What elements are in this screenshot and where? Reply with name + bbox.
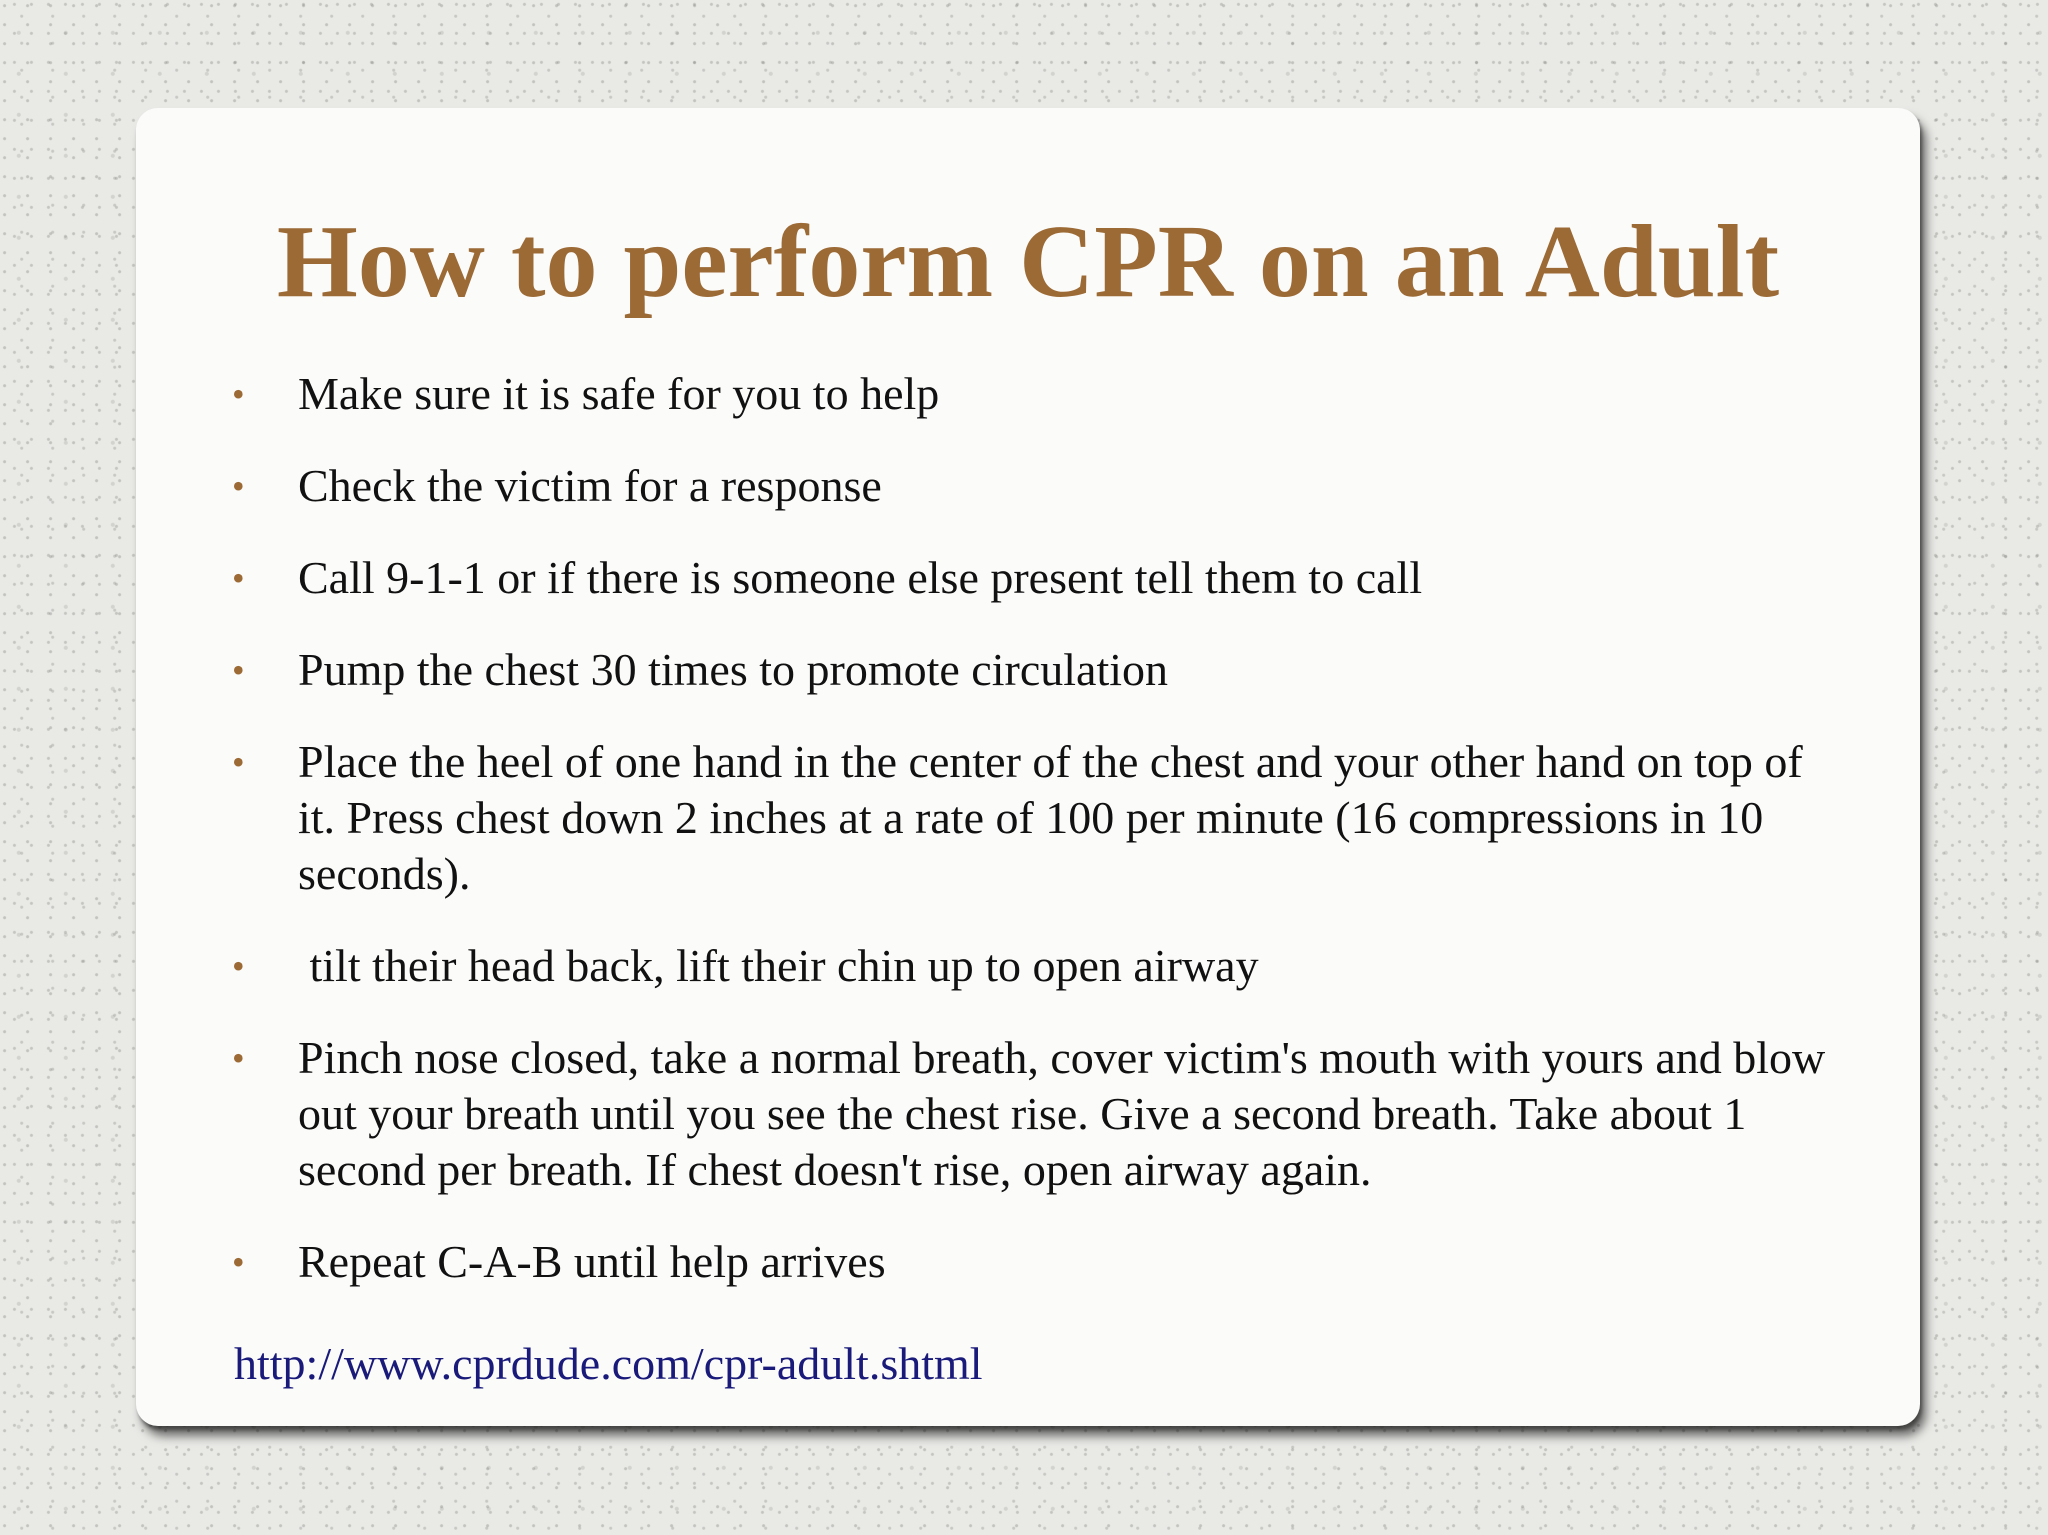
bullet-text: Check the victim for a response [298, 460, 882, 511]
bullet-dot-icon: • [232, 374, 245, 414]
list-item [228, 642, 1848, 698]
bullet-list [228, 366, 1848, 1326]
bullet-dot-icon: • [232, 742, 245, 782]
bullet-text: Pinch nose closed, take a normal breath, cover victim's mouth with yours and blow out your breath until you see the chest rise. Give a second breath. Take about 1 second per breath. If chest doesn't rise, open airway again. [298, 1032, 1837, 1195]
bullet-dot-icon: • [232, 466, 245, 506]
bullet-dot-icon: • [232, 558, 245, 598]
bullet-text: Place the heel of one hand in the center of the chest and your other hand on top of it. Press chest down 2 inches at a rate of 100 per minute (16 compressions in 10 seconds). [298, 736, 1815, 899]
bullet-dot-icon: • [232, 1038, 245, 1078]
list-item [228, 458, 1848, 514]
list-item [228, 1030, 1848, 1198]
bullet-text: Call 9-1-1 or if there is someone else present tell them to call [298, 552, 1423, 603]
bullet-dot-icon: • [232, 1242, 245, 1282]
bullet-dot-icon: • [232, 946, 245, 986]
bullet-text: Pump the chest 30 times to promote circulation [298, 644, 1169, 695]
list-item [228, 366, 1848, 422]
bullet-text: Make sure it is safe for you to help [298, 368, 940, 419]
bullet-text: tilt their head back, lift their chin up to open airway [298, 940, 1259, 991]
bullet-text: Repeat C-A-B until help arrives [298, 1236, 886, 1287]
list-item [228, 938, 1848, 994]
bullet-dot-icon: • [232, 650, 245, 690]
slide-card [136, 108, 1920, 1426]
slide-title: How to perform CPR on an Adult [276, 204, 1780, 319]
list-item [228, 1234, 1848, 1290]
list-item [228, 550, 1848, 606]
source-link[interactable]: http://www.cprdude.com/cpr-adult.shtml [234, 1338, 983, 1389]
list-item [228, 734, 1848, 902]
